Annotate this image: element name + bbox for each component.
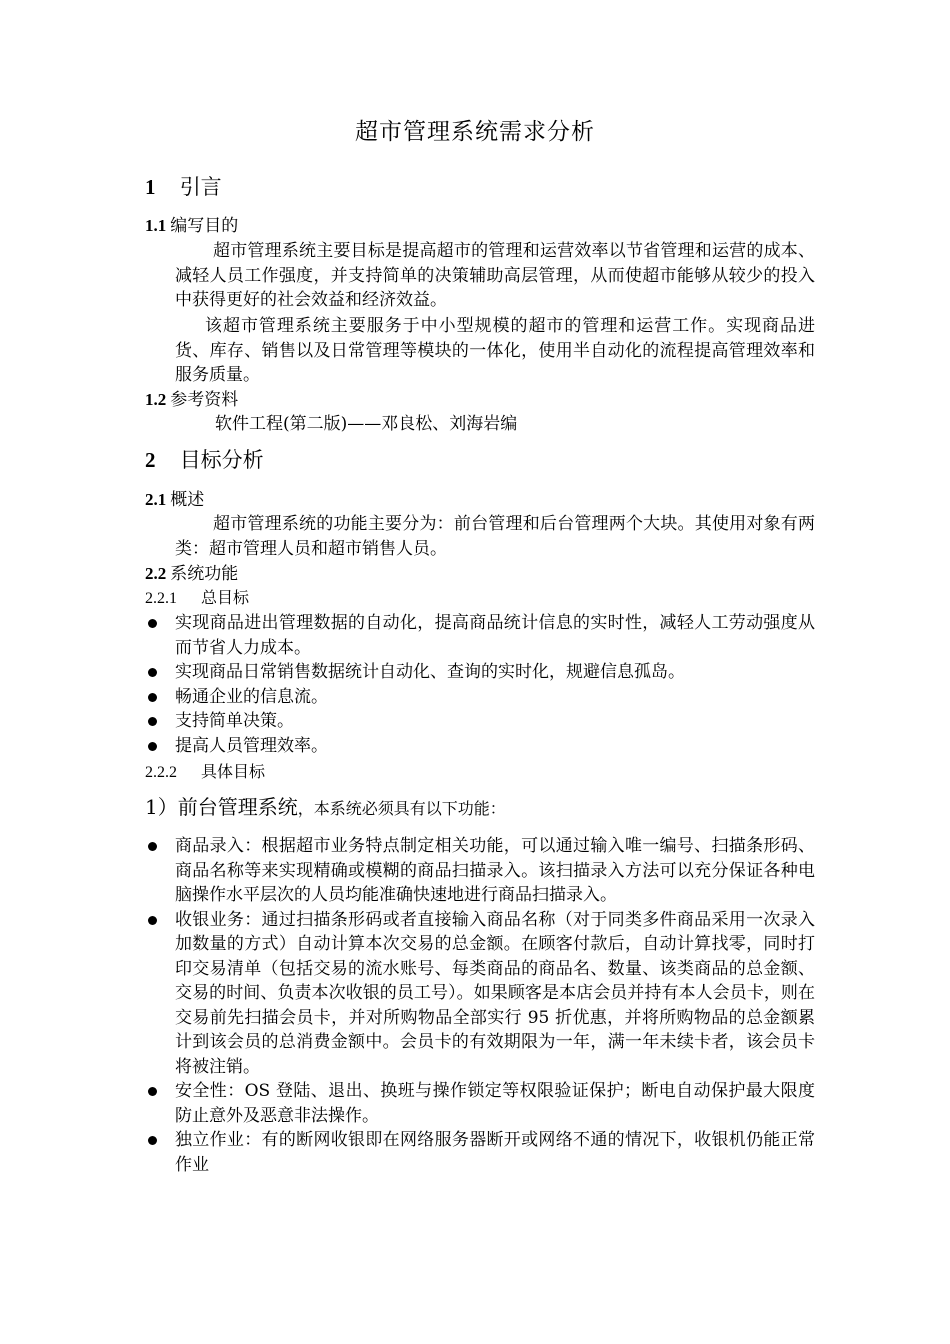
list-item: 收银业务：通过扫描条形码或者直接输入商品名称（对于同类多件商品采用一次录入加数量的方式）自动计算本次交易的总金额。在顾客付款后，自动计算找零，同时打印交易清单（包括交易的流水账号、每类商品的商品名、数量、该类商品的总金额、交易的时间、负责本次收银的员工号）。如果顾客是本店会员并持有本人会员卡，则在交易前先扫描会员卡，并对所购物品全部实行 95 折优惠，并将所购物品的总金额累计到该会员的总消费金额中。会员卡的有效期限为一年，满一年未续卡者，该会员卡将被注销。: [145, 908, 815, 1080]
section-label: 引言: [179, 175, 222, 199]
bullet-icon: [148, 1087, 157, 1096]
section-2-2-2-heading: [145, 761, 265, 785]
frontdesk-subtitle: ，本系统必须具有以下功能：: [297, 799, 506, 818]
section-number: 2.2: [145, 564, 167, 583]
section-2-heading: [145, 445, 264, 475]
frontdesk-title: 1）前台管理系统: [145, 795, 298, 819]
section-label: 具体目标: [201, 764, 266, 781]
list-item: 独立作业：有的断网收银即在网络服务器断开或网络不通的情况下，收银机仍能正常作业: [145, 1128, 815, 1177]
goal-list: [145, 611, 815, 758]
section-label: 系统功能: [170, 564, 239, 584]
list-item: 实现商品进出管理数据的自动化，提高商品统计信息的实时性，减轻人工劳动强度从而节省人力成本。: [145, 611, 815, 660]
section-label: 总目标: [201, 590, 250, 607]
frontdesk-heading: [145, 792, 506, 824]
document-title: 超市管理系统需求分析: [355, 119, 595, 145]
list-item: 安全性：OS 登陆、退出、换班与操作锁定等权限验证保护；断电自动保护最大限度防止意外及恶意非法操作。: [145, 1079, 815, 1128]
section-number: 1.2: [145, 390, 167, 409]
section-1-2-heading: [145, 388, 238, 412]
paragraph-purpose-1: 超市管理系统主要目标是提高超市的管理和运营效率以节省管理和运营的成本、减轻人员工作强度，并支持简单的决策辅助高层管理，从而使超市能够从较少的投入中获得更好的社会效益和经济效益。: [175, 241, 815, 310]
paragraph-purpose-2: 该超市管理系统主要服务于中小型规模的超市的管理和运营工作。实现商品进货、库存、销售以及日常管理等模块的一体化，使用半自动化的流程提高管理效率和服务质量。: [175, 316, 815, 385]
section-number: 1: [145, 175, 156, 199]
list-item: 畅通企业的信息流。: [145, 685, 815, 710]
bullet-icon: [148, 668, 157, 677]
bullet-icon: [148, 1136, 157, 1145]
section-1-1-heading: [145, 214, 238, 238]
section-label: 概述: [170, 490, 205, 510]
section-label: 编写目的: [170, 216, 239, 236]
bullet-icon: [148, 742, 157, 751]
section-number: 1.1: [145, 216, 167, 235]
bullet-icon: [148, 717, 157, 726]
section-number: 2.1: [145, 490, 167, 509]
section-number: 2.2.1: [145, 590, 177, 607]
section-label: 目标分析: [179, 448, 264, 472]
section-number: 2: [145, 448, 156, 472]
section-2-1-heading: [145, 488, 204, 512]
section-2-2-heading: [145, 562, 238, 586]
list-item: 商品录入：根据超市业务特点制定相关功能，可以通过输入唯一编号、扫描条形码、商品名称等来实现精确或模糊的商品扫描录入。该扫描录入方法可以充分保证各种电脑操作水平层次的人员均能准确快速地进行商品扫描录入。: [145, 834, 815, 908]
reference-item: 软件工程(第二版)——邓良松、刘海岩编: [215, 414, 518, 434]
list-item: 支持简单决策。: [145, 709, 815, 734]
list-item: 提高人员管理效率。: [145, 734, 815, 759]
function-list: [145, 834, 815, 1177]
bullet-icon: [148, 693, 157, 702]
list-item: 实现商品日常销售数据统计自动化、查询的实时化，规避信息孤岛。: [145, 660, 815, 685]
bullet-icon: [148, 916, 157, 925]
section-number: 2.2.2: [145, 764, 177, 781]
paragraph-overview: 超市管理系统的功能主要分为：前台管理和后台管理两个大块。其使用对象有两类：超市管理人员和超市销售人员。: [175, 514, 815, 559]
section-2-2-1-heading: [145, 587, 249, 611]
section-1-heading: [145, 172, 222, 202]
bullet-icon: [148, 619, 157, 628]
section-label: 参考资料: [170, 390, 239, 410]
bullet-icon: [148, 842, 157, 851]
